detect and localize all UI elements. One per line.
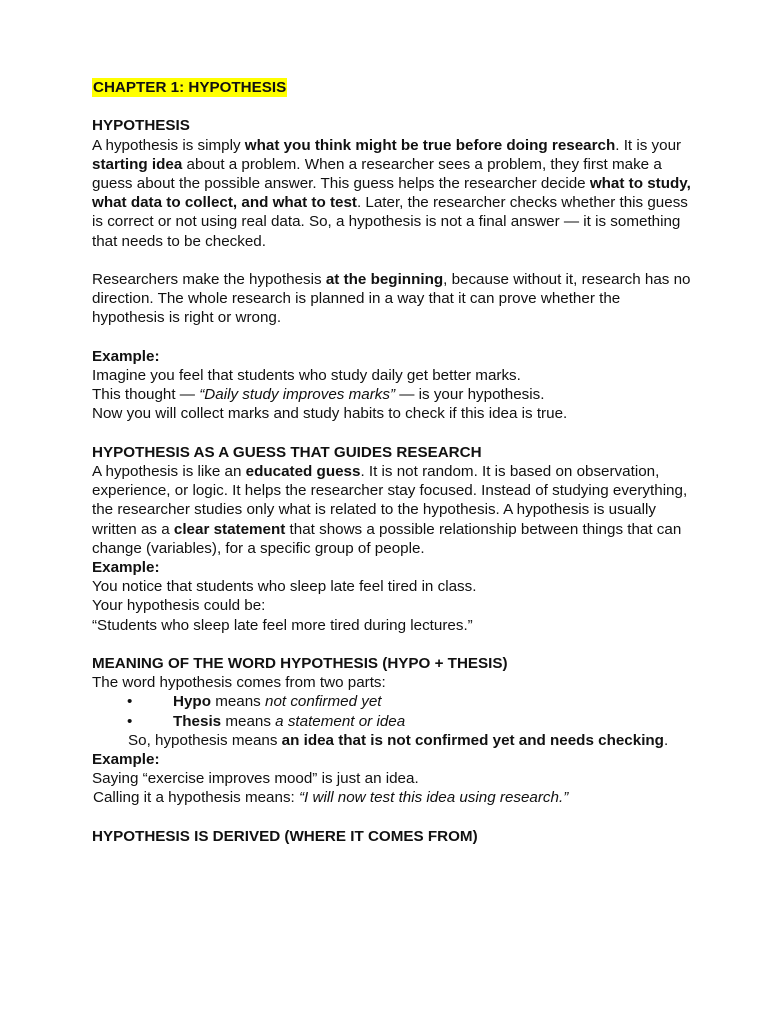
spacer: [92, 251, 692, 270]
bold-run: what you think might be true before doing research: [244, 136, 616, 154]
text-run: means: [210, 693, 265, 711]
example-label: Example:: [92, 559, 160, 577]
section-heading-guess: HYPOTHESIS AS A GUESS THAT GUIDES RESEARCH: [92, 443, 482, 461]
bold-run: educated guess: [245, 463, 361, 480]
bullet-item-hypo: [92, 692, 692, 711]
text-run: .: [663, 731, 669, 749]
example-label: Example:: [92, 751, 160, 769]
spacer: [92, 424, 692, 443]
bold-run: what to study, what data to collect, and what to test: [92, 175, 691, 212]
text-run: A hypothesis is like an: [92, 463, 246, 480]
text-run: Researchers make the hypothesis: [92, 271, 326, 288]
document-page: [92, 78, 692, 846]
example-line: You notice that students who sleep late feel tired in class.: [92, 578, 477, 596]
bold-run: an idea that is not confirmed yet and needs checking: [281, 731, 664, 749]
text-run: that shows a possible relationship between things that can change (variables), for a specific group of people.: [92, 520, 682, 557]
paragraph-hypothesis-timing: [92, 270, 692, 328]
text-run: Calling it a hypothesis means:: [93, 789, 299, 807]
bullet-definition: not confirmed yet: [265, 693, 382, 711]
chapter-title: CHAPTER 1: HYPOTHESIS: [93, 79, 287, 96]
section-heading-meaning: MEANING OF THE WORD HYPOTHESIS (HYPO + THESIS): [92, 655, 508, 673]
example-line: “Students who sleep late feel more tired during lectures.”: [92, 616, 473, 634]
bold-run: starting idea: [92, 155, 183, 173]
bullet-definition: a statement or idea: [275, 712, 406, 730]
bold-run: clear statement: [173, 520, 286, 538]
example-line: [92, 385, 692, 404]
bullet-term: Hypo: [173, 693, 211, 711]
spacer: [92, 97, 692, 116]
paragraph-educated-guess: [92, 462, 692, 558]
section-heading-hypothesis: HYPOTHESIS: [92, 117, 190, 135]
example-line: [92, 788, 692, 807]
spacer: [92, 808, 692, 827]
spacer: [92, 635, 692, 654]
paragraph-intro: The word hypothesis comes from two parts:: [92, 674, 386, 692]
text-run: . It is your: [615, 136, 682, 154]
text-run: means: [221, 712, 276, 730]
text-run: So, hypothesis means: [128, 731, 282, 749]
bullet-term: Thesis: [173, 712, 222, 730]
text-run: — is your hypothesis.: [395, 386, 545, 404]
italic-run: “Daily study improves marks”: [199, 386, 396, 404]
example-label: Example:: [92, 347, 160, 365]
example-line: Saying “exercise improves mood” is just an idea.: [92, 770, 419, 788]
paragraph-summary: [92, 731, 692, 750]
bullet-item-thesis: [92, 712, 692, 731]
spacer: [92, 328, 692, 347]
section-heading-derived: HYPOTHESIS IS DERIVED (WHERE IT COMES FROM): [92, 827, 478, 845]
paragraph-hypothesis-definition: [92, 136, 692, 251]
text-run: , because without it, research has no direction. The whole research is planned in a way that it can prove whether the hypothesis is right or wrong.: [92, 271, 691, 327]
bullet-icon: •: [127, 712, 133, 730]
example-line: Imagine you feel that students who study daily get better marks.: [92, 367, 521, 384]
example-line: Now you will collect marks and study habits to check if this idea is true.: [92, 405, 568, 423]
italic-run: “I will now test this idea using research.”: [298, 789, 569, 807]
text-run: . Later, the researcher checks whether this guess is correct or not using real data. So, a hypothesis is not a final answer — it is something that needs to be checked.: [92, 194, 688, 250]
text-run: A hypothesis is simply: [92, 136, 245, 154]
text-run: . It is not random. It is based on observation, experience, or logic. It helps the researcher stay focused. Instead of studying everything, the researcher studies only what is related to the hypothesis. A hypothesis is usually written as a: [92, 463, 688, 538]
example-line: Your hypothesis could be:: [92, 597, 266, 615]
text-run: This thought —: [92, 386, 200, 404]
text-run: about a problem. When a researcher sees a problem, they first make a guess about the possible answer. This guess helps the researcher decide: [92, 155, 662, 192]
chapter-title-line: [92, 78, 692, 97]
bold-run: at the beginning: [325, 271, 444, 288]
bullet-icon: •: [127, 693, 133, 711]
